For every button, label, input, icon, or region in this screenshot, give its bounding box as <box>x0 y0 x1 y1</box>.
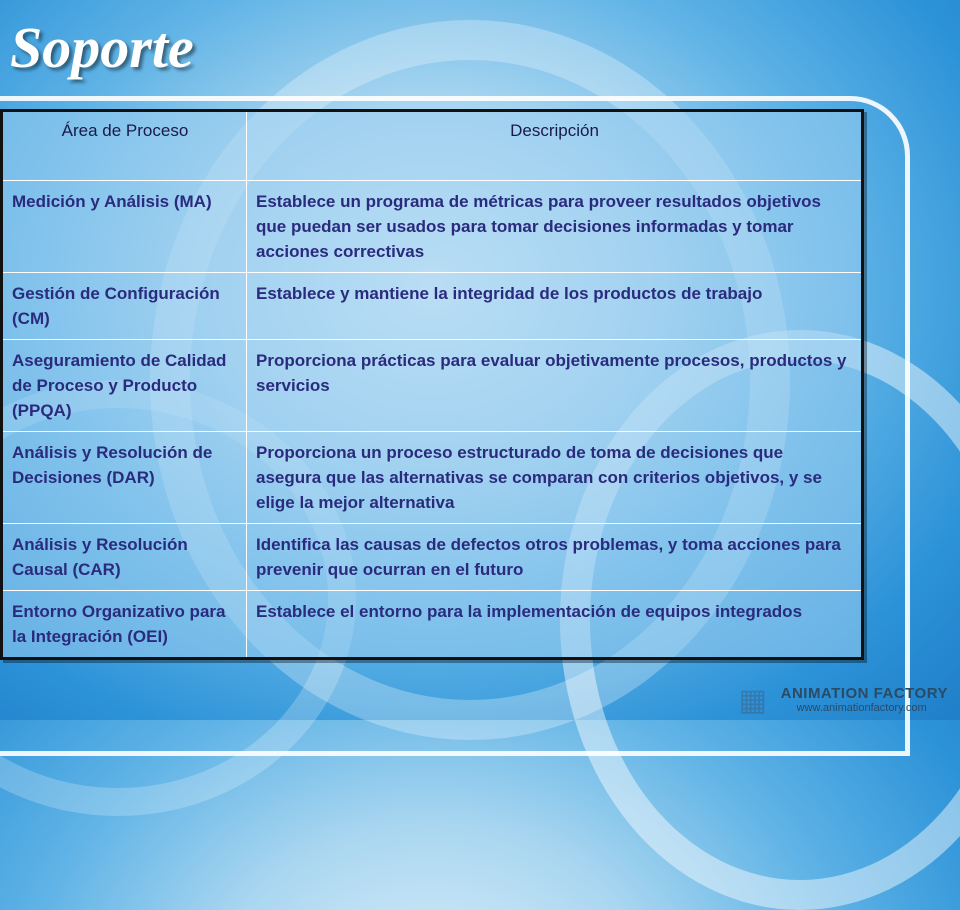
column-header-area: Área de Proceso <box>2 111 247 181</box>
description-cell: Establece un programa de métricas para proveer resultados objetivos que puedan ser usados para tomar decisiones informadas y tomar acciones correctivas <box>247 181 863 273</box>
process-area-cell: Análisis y Resolución de Decisiones (DAR) <box>2 432 247 524</box>
description-cell: Identifica las causas de defectos otros problemas, y toma acciones para prevenir que ocurran en el futuro <box>247 524 863 591</box>
process-area-cell: Análisis y Resolución Causal (CAR) <box>2 524 247 591</box>
table-row <box>2 181 863 273</box>
table-row <box>2 340 863 432</box>
column-header-description: Descripción <box>247 111 863 181</box>
process-area-table <box>0 109 864 660</box>
description-cell: Establece el entorno para la implementación de equipos integrados <box>247 591 863 659</box>
table-row <box>2 524 863 591</box>
process-area-cell: Entorno Organizativo para la Integración (OEI) <box>2 591 247 659</box>
description-cell: Proporciona un proceso estructurado de toma de decisiones que asegura que las alternativas se comparan con criterios objetivos, y se elige la mejor alternativa <box>247 432 863 524</box>
description-cell: Proporciona prácticas para evaluar objetivamente procesos, productos y servicios <box>247 340 863 432</box>
description-cell: Establece y mantiene la integridad de los productos de trabajo <box>247 273 863 340</box>
table-row <box>2 273 863 340</box>
process-area-cell: Gestión de Configuración (CM) <box>2 273 247 340</box>
table-row <box>2 591 863 659</box>
slide-title: Soporte <box>10 15 194 80</box>
process-area-cell: Aseguramiento de Calidad de Proceso y Producto (PPQA) <box>2 340 247 432</box>
table-row <box>2 432 863 524</box>
animation-factory-watermark <box>738 684 948 717</box>
table-header-row <box>2 111 863 181</box>
watermark-name: ANIMATION FACTORY <box>780 685 948 702</box>
watermark-url: www.animationfactory.com <box>796 702 927 714</box>
film-strip-icon: ▦ <box>738 684 767 717</box>
process-area-cell: Medición y Análisis (MA) <box>2 181 247 273</box>
